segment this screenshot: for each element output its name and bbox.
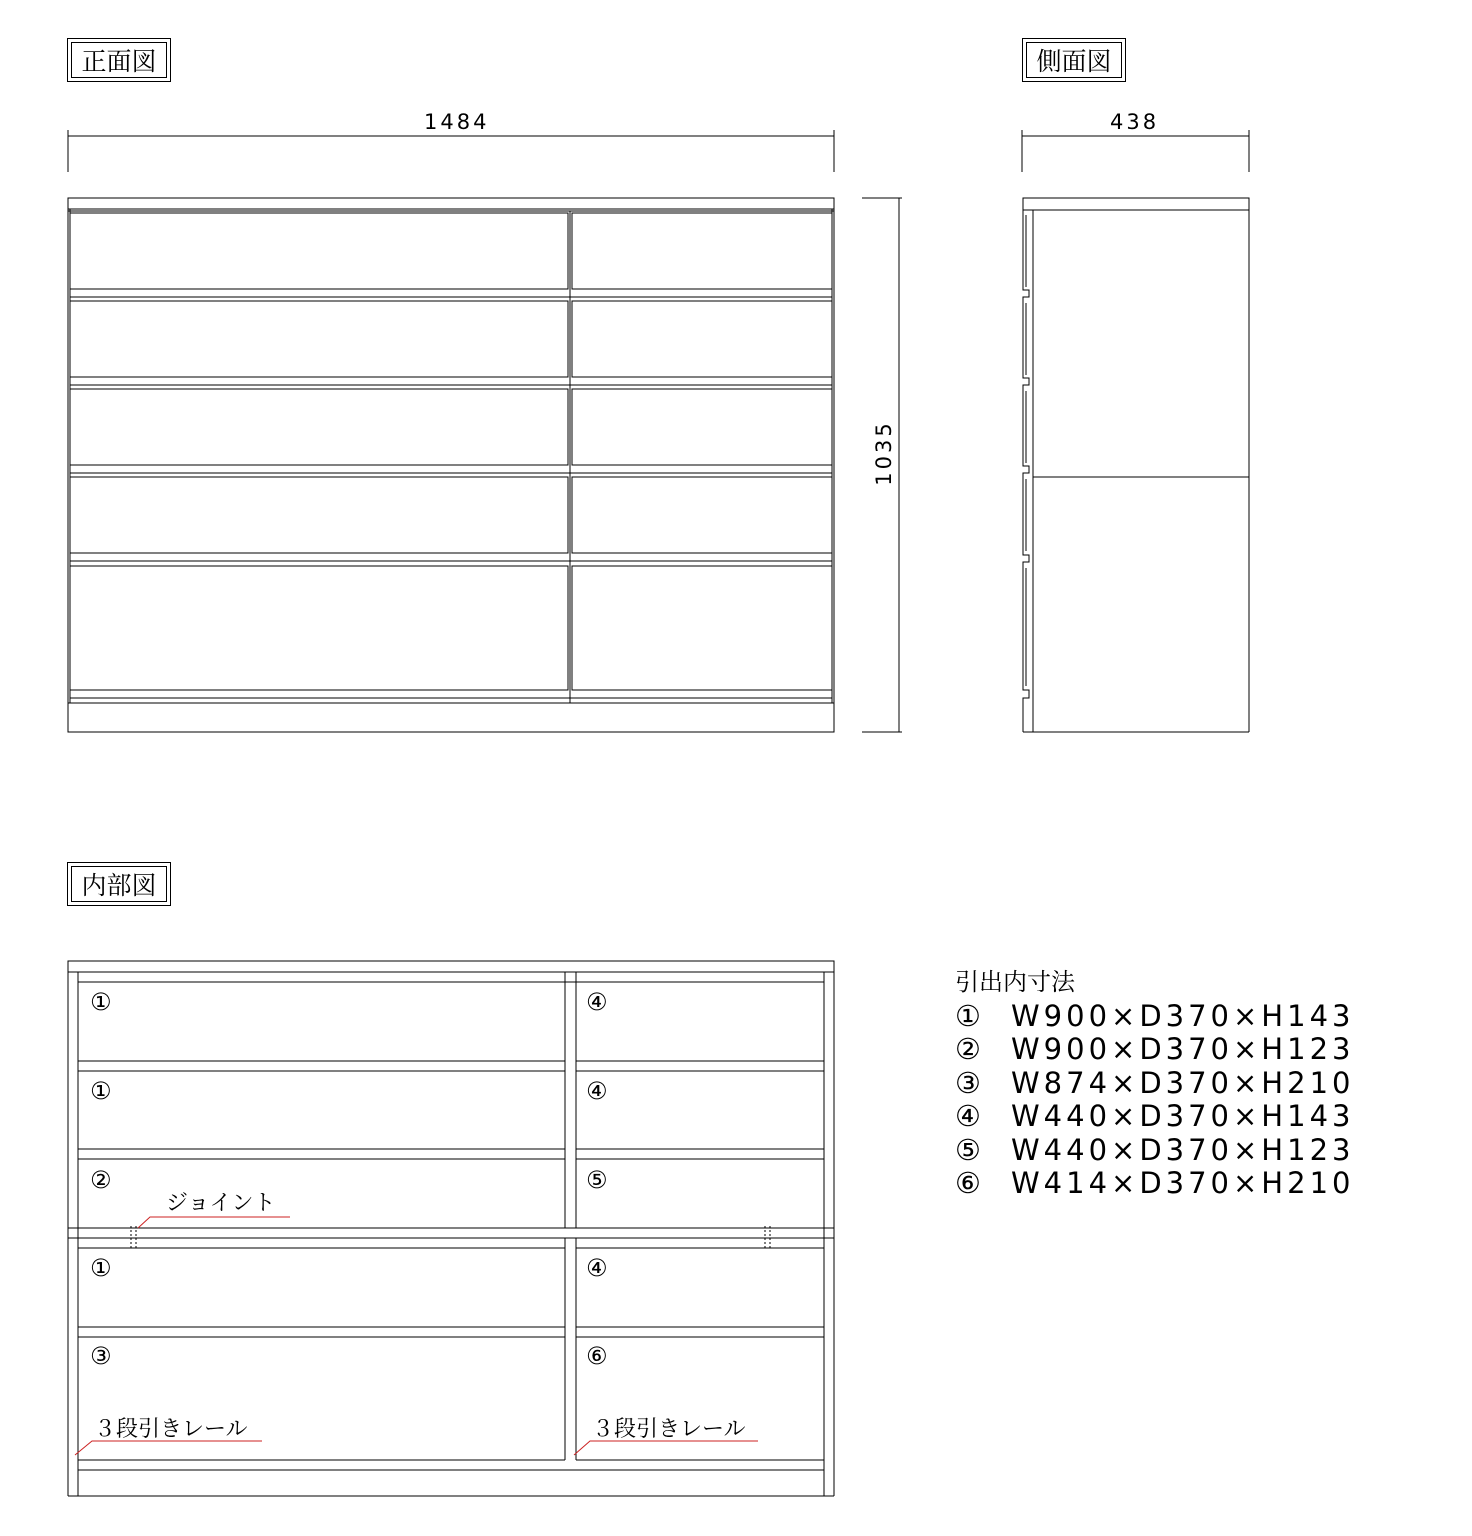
legend-spec: W440×D370×H143 (1011, 1099, 1355, 1133)
legend-spec: W900×D370×H123 (1011, 1032, 1355, 1066)
legend-num: ⑥ (955, 1166, 981, 1200)
front-drawer-left-2 (70, 301, 568, 377)
legend-num: ① (955, 998, 981, 1033)
front-drawer-right-3 (572, 389, 832, 465)
legend-title: 引出内寸法 (955, 968, 1075, 996)
legend-row (955, 1167, 1354, 1201)
legend-num: ⑤ (955, 1132, 981, 1167)
cell-label-left-3: ② (90, 1166, 112, 1194)
front-height-dimension: 1035 (872, 420, 896, 486)
joint-note: ジョイント (166, 1191, 276, 1216)
legend-spec: W414×D370×H210 (1011, 1166, 1355, 1200)
front-drawer-left-4 (70, 477, 568, 553)
side-depth-dim-lines (1022, 130, 1249, 172)
side-view-title-text: 側面図 (1026, 42, 1122, 78)
rail-note-right: ３段引きレール (592, 1417, 746, 1442)
legend-num: ② (955, 1032, 981, 1066)
cell-label-right-4: ④ (586, 1254, 608, 1282)
legend-row (955, 1067, 1354, 1101)
cell-label-left-4: ① (90, 1254, 112, 1282)
front-drawer-right-1 (572, 213, 832, 289)
front-drawer-left-1 (70, 213, 568, 289)
cell-label-right-2: ④ (586, 1077, 608, 1105)
interior-view-title-text: 内部図 (71, 866, 167, 902)
cell-label-left-1: ① (90, 988, 112, 1016)
front-view-cabinet (68, 198, 834, 732)
front-height-dim-lines (862, 198, 902, 732)
legend-row (955, 1100, 1354, 1134)
legend-num: ③ (955, 1065, 981, 1100)
cell-label-right-1: ④ (586, 988, 608, 1016)
legend-row (955, 1000, 1354, 1034)
front-drawer-right-4 (572, 477, 832, 553)
cell-label-left-2: ① (90, 1077, 112, 1105)
front-drawer-right-5 (572, 566, 832, 690)
front-drawer-left-3 (70, 389, 568, 465)
front-width-dimension: 1484 (424, 110, 490, 134)
legend-num: ④ (955, 1099, 981, 1133)
drawer-dimensions-legend (955, 966, 1354, 1201)
side-view-cabinet (1023, 198, 1249, 732)
legend-spec: W900×D370×H143 (1011, 998, 1355, 1033)
cell-label-right-5: ⑥ (586, 1342, 608, 1370)
cell-label-right-3: ⑤ (586, 1166, 608, 1194)
front-drawer-left-5 (70, 566, 568, 690)
legend-spec: W440×D370×H123 (1011, 1132, 1355, 1167)
side-depth-dimension: 438 (1110, 110, 1160, 134)
legend-row (955, 1134, 1354, 1168)
rail-note-left: ３段引きレール (94, 1417, 248, 1442)
cell-label-left-5: ③ (90, 1342, 112, 1370)
front-view-title-text: 正面図 (71, 42, 167, 78)
legend-row (955, 1033, 1354, 1067)
legend-spec: W874×D370×H210 (1011, 1065, 1355, 1100)
front-drawer-right-2 (572, 301, 832, 377)
front-width-dim-lines (68, 130, 834, 172)
